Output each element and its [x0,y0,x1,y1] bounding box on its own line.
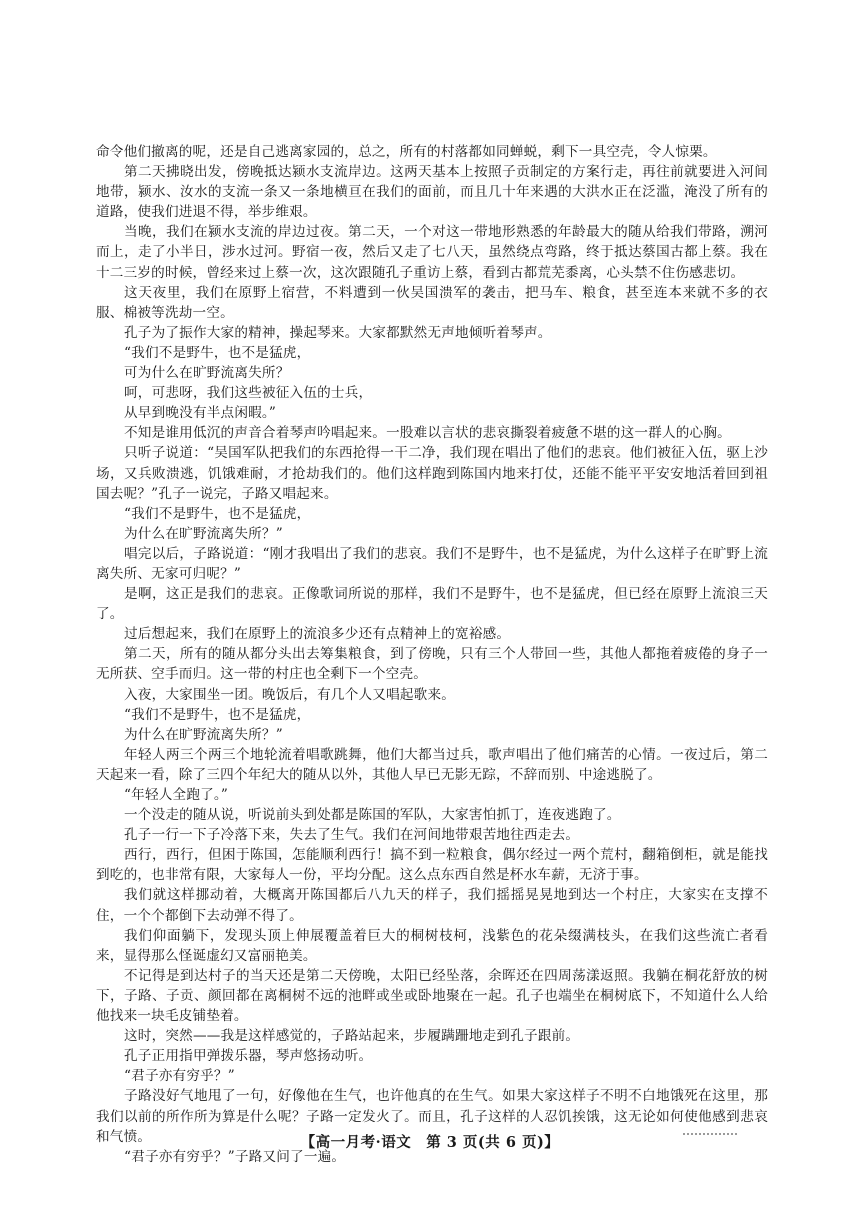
paragraph: 当晚，我们在颍水支流的岸边过夜。第二天，一个对这一带地形熟悉的年龄最大的随从给我们带路，溯河而上，走了小半日，涉水过河。野宿一夜，然后又走了七八天，虽然绕点弯路，终于抵达蔡国古都上蔡。我在十二三岁的时候，曾经来过上蔡一次，这次跟随孔子重访上蔡，看到古都荒芜黍离，心头禁不住伤感悲切。 [96,224,768,281]
paragraph: 过后想起来，我们在原野上的流浪多少还有点精神上的宽裕感。 [124,626,511,643]
paragraph: 孔子一行一下子冷落下来，失去了生气。我们在河间地带艰苦地往西走去。 [124,827,580,844]
paragraph: 可为什么在旷野流离失所？ [124,365,290,382]
paragraph: 只听子说道：“吴国军队把我们的东西抢得一干二净，我们现在唱出了他们的悲哀。他们被征入伍，驱上沙场，又兵败溃逃，饥饿难耐，才抢劫我们的。他们这样跑到陈国内地来打仗，还能不能平平安安地活着回到祖国去呢？”孔子一说完，子路又唱起来。 [96,445,768,502]
paragraph: 唱完以后，子路说道：“刚才我唱出了我们的悲哀。我们不是野牛，也不是猛虎，为什么这样子在旷野上流离失所、无家可归呢？” [96,545,768,582]
paragraph: 年轻人两三个两三个地轮流着唱歌跳舞，他们大都当过兵，歌声唱出了他们痛苦的心情。一夜过后，第二天起来一看，除了三四个年纪大的随从以外，其他人早已无影无踪，不辞而别、中途逃脱了。 [96,746,768,783]
paragraph: 不记得是到达村子的当天还是第二天傍晚，太阳已经坠落，余晖还在四周荡漾返照。我躺在桐花舒放的树下，子路、子贡、颜回都在离桐树不远的池畔或坐或卧地聚在一起。孔子也端坐在桐树底下，不知道什么人给他找来一块毛皮铺垫着。 [96,967,768,1025]
paragraph: “我们不是野牛，也不是猛虎， [124,706,311,723]
paragraph: “我们不是野牛，也不是猛虎， [124,344,311,361]
paragraph: 第二天，所有的随从都分头出去筹集粮食，到了傍晚，只有三个人带回一些，其他人都拖着疲倦的身子一无所获、空手而归。这一带的村庄也全剩下一个空壳。 [96,646,768,683]
paragraph: “年轻人全跑了。” [124,787,229,803]
paragraph: 子路没好气地甩了一句，好像他在生气，也许他真的在生气。如果大家这样子不明不白地饿死在这里，那我们以前的所作所为算是什么呢？子路一定发火了。而且，孔子这样的人忍饥挨饿，这无论如何使他感到悲哀和气愤。 [96,1088,768,1145]
paragraph: 孔子正用指甲弹拨乐器，琴声悠扬动听。 [124,1048,373,1065]
paragraph: 我们仰面躺下，发现头顶上伸展覆盖着巨大的桐树枝柯，浅紫色的花朵缀满枝头，在我们这些流亡者看来，显得那么怪诞虚幻又富丽艳美。 [96,927,768,964]
paragraph: 西行，西行，但困于陈国，怎能顺利西行！搞不到一粒粮食，偶尔经过一两个荒村，翻箱倒柜，就是能找到吃的，也非常有限，大家每人一份，平均分配。这么点东西自然是杯水车薪，无济于事。 [96,847,768,884]
paragraph: 我们就这样挪动着，大概离开陈国都后八九天的样子，我们摇摇晃晃地到达一个村庄，大家实在支撑不住，一个个都倒下去动弹不得了。 [96,887,768,924]
paragraph: “我们不是野牛，也不是猛虎， [124,505,311,522]
paragraph: 一个没走的随从说，听说前头到处都是陈国的军队，大家害怕抓丁，连夜逃跑了。 [124,807,621,824]
page-footer: 【高一月考·语文 第 3 页(共 6 页)】 [300,1134,560,1151]
paragraph: 不知是谁用低沉的声音合着琴声吟唱起来。一股难以言状的悲哀撕裂着疲惫不堪的这一群人的心胸。 [124,425,731,442]
paragraph: 为什么在旷野流离失所？” [124,726,283,743]
paragraph: 入夜，大家围坐一团。晚饭后，有几个人又唱起歌来。 [124,686,456,703]
paragraph: 这天夜里，我们在原野上宿营，不料遭到一伙吴国溃军的袭击，把马车、粮食，甚至连本来就不多的衣服、棉被等洗劫一空。 [96,284,768,321]
paragraph: 命令他们撤离的呢，还是自己逃离家园的，总之，所有的村落都如同蝉蜕，剩下一具空壳，令人惊栗。 [96,144,717,160]
paragraph: 孔子为了振作大家的精神，操起琴来。大家都默然无声地倾听着琴声。 [124,324,552,341]
paragraph: 呵，可悲呀，我们这些被征入伍的士兵， [124,385,373,402]
paragraph: 是啊，这正是我们的悲哀。正像歌词所说的那样，我们不是野牛，也不是猛虎，但已经在原野上流浪三天了。 [96,586,768,623]
paragraph: 从早到晚没有半点闲暇。” [124,405,277,422]
paragraph: “君子亦有穷乎？”子路又问了一遍。 [124,1148,346,1165]
paragraph: 这时，突然——我是这样感觉的，子路站起来，步履蹒跚地走到孔子跟前。 [124,1028,580,1045]
paragraph: “君子亦有穷乎？” [124,1068,235,1085]
paragraph: 为什么在旷野流离失所？” [124,525,283,542]
paragraph: 第二天拂晓出发，傍晚抵达颍水支流岸边。这两天基本上按照子贡制定的方案行走，再往前就要进入河间地带，颍水、汝水的支流一条又一条地横亘在我们的面前，而且几十年来遇的大洪水正在泛滥，淹没了所有的道路，使我们进退不得，举步维艰。 [96,164,768,221]
reading-passage [96,142,768,1167]
scan-artifact [683,1133,737,1138]
